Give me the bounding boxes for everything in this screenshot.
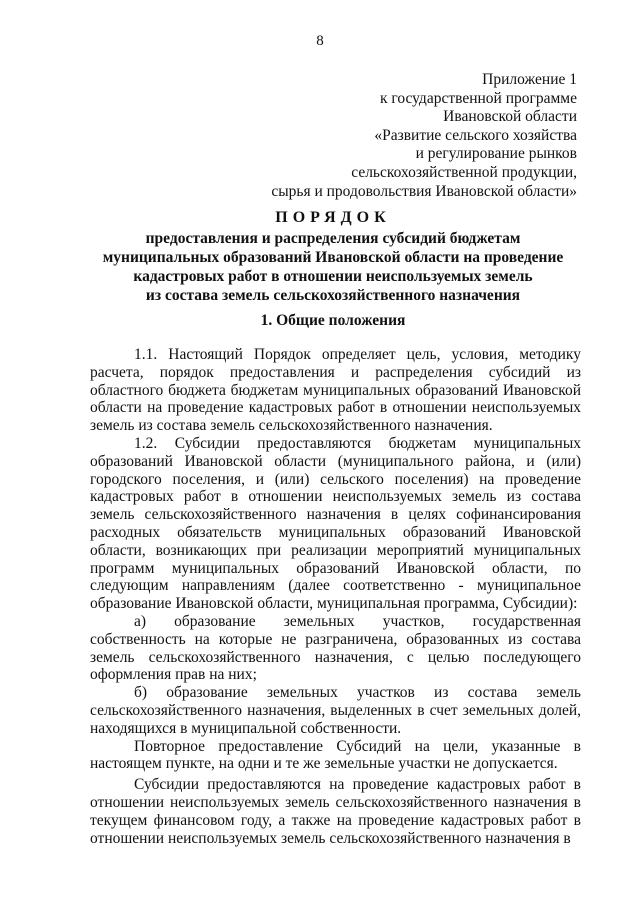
appendix-line: «Развитие сельского хозяйства [374, 126, 577, 144]
appendix-line: сельскохозяйственной продукции, [351, 163, 577, 181]
appendix-line: Ивановской области [443, 108, 577, 126]
document-body [90, 346, 581, 847]
subtitle-line: предоставления и распределения субсидий бюджетам [145, 230, 521, 247]
appendix-block [260, 71, 577, 201]
appendix-line: сырья и продовольствия Ивановской области» [271, 182, 577, 200]
section-heading: 1. Общие положения [260, 312, 406, 329]
paragraph: Субсидии предоставляются на проведение кадастровых работ в отношении неиспользуемых земель сельскохозяйственного назначения в текущем финансовом году, а также на проведение кадастровых работ в отношении неиспользуемых земель сельскохозяйственного назначения в [90, 776, 581, 847]
paragraph: б) образование земельных участков из состава земель сельскохозяйственного назначения, выделенных в счет земельных долей, находящихся в муниципальной собственности. [90, 684, 581, 737]
subtitle-line: кадастровых работ в отношении неиспользуемых земель [133, 268, 533, 285]
paragraph: 1.2. Субсидии предоставляются бюджетам муниципальных образований Ивановской области (муниципального района, и (или) городского поселения, и (или) сельского поселения) на проведение кадастровых работ в отношении неиспользуемых земель из состава земель сельскохозяйственного назначения в целях софинансирования расходных обязательств муниципальных образований Ивановской области, возникающих при реализации мероприятий муниципальных программ муниципальных образований Ивановской области, по следующим направлениям (далее соответственно - муниципальное образование Ивановской области, муниципальная программа, Субсидии): [90, 434, 581, 613]
paragraph: 1.1. Настоящий Порядок определяет цель, условия, методику расчета, порядок предоставления и распределения субсидий из областного бюджета бюджетам муниципальных образований Ивановской области на проведение кадастровых работ в отношении неиспользуемых земель из состава земель сельскохозяйственного назначения. [90, 346, 581, 435]
appendix-line: и регулирование рынков [415, 145, 577, 163]
subtitle-line: муниципальных образований Ивановской области на проведение [102, 249, 564, 266]
paragraph: Повторное предоставление Субсидий на цели, указанные в настоящем пункте, на одни и те же земельные участки не допускается. [90, 737, 581, 773]
appendix-line: к государственной программе [379, 89, 577, 107]
appendix-line: Приложение 1 [482, 71, 577, 88]
paragraph: а) образование земельных участков, государственная собственность на которые не разграничена, образованных из состава земель сельскохозяйственного назначения, с целью последующего оформления прав на них; [90, 612, 581, 684]
page-number: 8 [316, 33, 324, 49]
subtitle-line: из состава земель сельскохозяйственного назначения [145, 287, 521, 304]
document-subtitle [80, 229, 586, 305]
document-title: ПОРЯДОК [275, 209, 391, 226]
